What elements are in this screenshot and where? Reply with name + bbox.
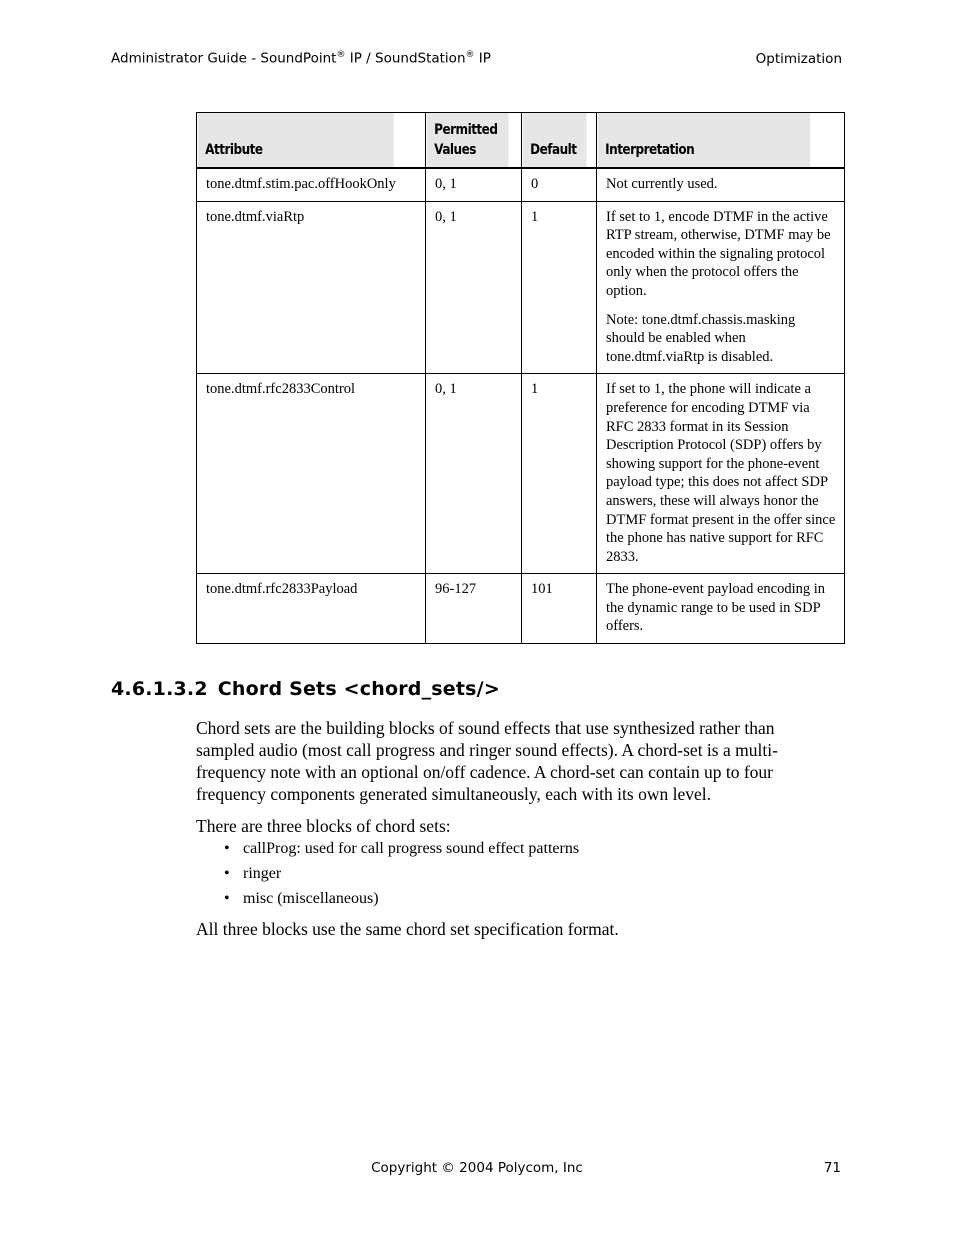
header-title-part: Administrator Guide - SoundPoint [111,50,337,67]
column-header-interpretation: Interpretation [597,113,810,169]
section-title: Chord Sets <chord_sets/> [217,678,500,700]
cell-interpretation: Not currently used. [597,168,845,201]
attribute-table [196,112,845,644]
cell-default: 1 [522,201,597,374]
column-header-default: Default [522,113,587,169]
cell-attribute: tone.dtmf.viaRtp [197,201,426,374]
list-item: • callProg: used for call progress sound effect patterns [196,836,579,861]
cell-attribute: tone.dtmf.stim.pac.offHookOnly [197,168,426,201]
registered-mark: ® [336,50,346,60]
bullet-icon: • [224,865,230,882]
table-row [197,374,845,574]
closing-paragraph: All three blocks use the same chord set specification format. [196,919,619,939]
intro-paragraph: Chord sets are the building blocks of sound effects that use synthesized rather than sampled audio (most call progress and ringer sound effects). A chord-set is a multi-frequency note with an optional on/off cadence. A chord-set can contain up to four frequency components generated simultaneously, each with its own level. [196,718,778,804]
bullet-icon: • [224,840,230,857]
table-row [197,168,845,201]
page-header-section: Optimization [755,51,842,67]
cell-permitted-values: 0, 1 [426,168,522,201]
header-title-part: IP / SoundStation [345,50,466,67]
cell-default: 0 [522,168,597,201]
cell-default: 1 [522,374,597,574]
list-item: • misc (miscellaneous) [196,886,579,911]
page-number: 71 [823,1160,841,1176]
table-row [197,574,845,644]
header-title-part: IP [474,50,491,67]
table-header-row [197,113,845,169]
column-header-permitted-values: Permitted Values [426,113,509,169]
table-row [197,201,845,374]
section-number: 4.6.1.3.2 [111,678,208,700]
cell-interpretation: If set to 1, the phone will indicate a preference for encoding DTMF via RFC 2833 format in its Session Description Protocol (SDP) offers by showing support for the phone-event payload type; this does not affect SDP answers, these will always honor the DTMF format present in the offer since the phone has native support for RFC 2833. [597,374,845,574]
cell-default: 101 [522,574,597,644]
cell-interpretation: The phone-event payload encoding in the dynamic range to be used in SDP offers. [597,574,845,644]
bullet-icon: • [224,890,230,907]
column-header-attribute: Attribute [197,113,394,169]
cell-permitted-values: 96-127 [426,574,522,644]
footer-copyright: Copyright © 2004 Polycom, Inc [371,1160,583,1176]
section-heading [111,678,500,700]
list-intro-paragraph: There are three blocks of chord sets: [196,816,451,836]
cell-interpretation: If set to 1, encode DTMF in the active RTP stream, otherwise, DTMF may be encoded within the signaling protocol only when the protocol offers the option. Note: tone.dtmf.chassis.masking should be enabled when tone.dtmf.viaRtp is disabled. [597,201,845,374]
list-item: • ringer [196,861,579,886]
page-header-title [111,50,491,67]
cell-attribute: tone.dtmf.rfc2833Payload [197,574,426,644]
registered-mark: ® [465,50,475,60]
cell-permitted-values: 0, 1 [426,374,522,574]
chord-set-block-list [196,836,579,911]
cell-permitted-values: 0, 1 [426,201,522,374]
cell-attribute: tone.dtmf.rfc2833Control [197,374,426,574]
